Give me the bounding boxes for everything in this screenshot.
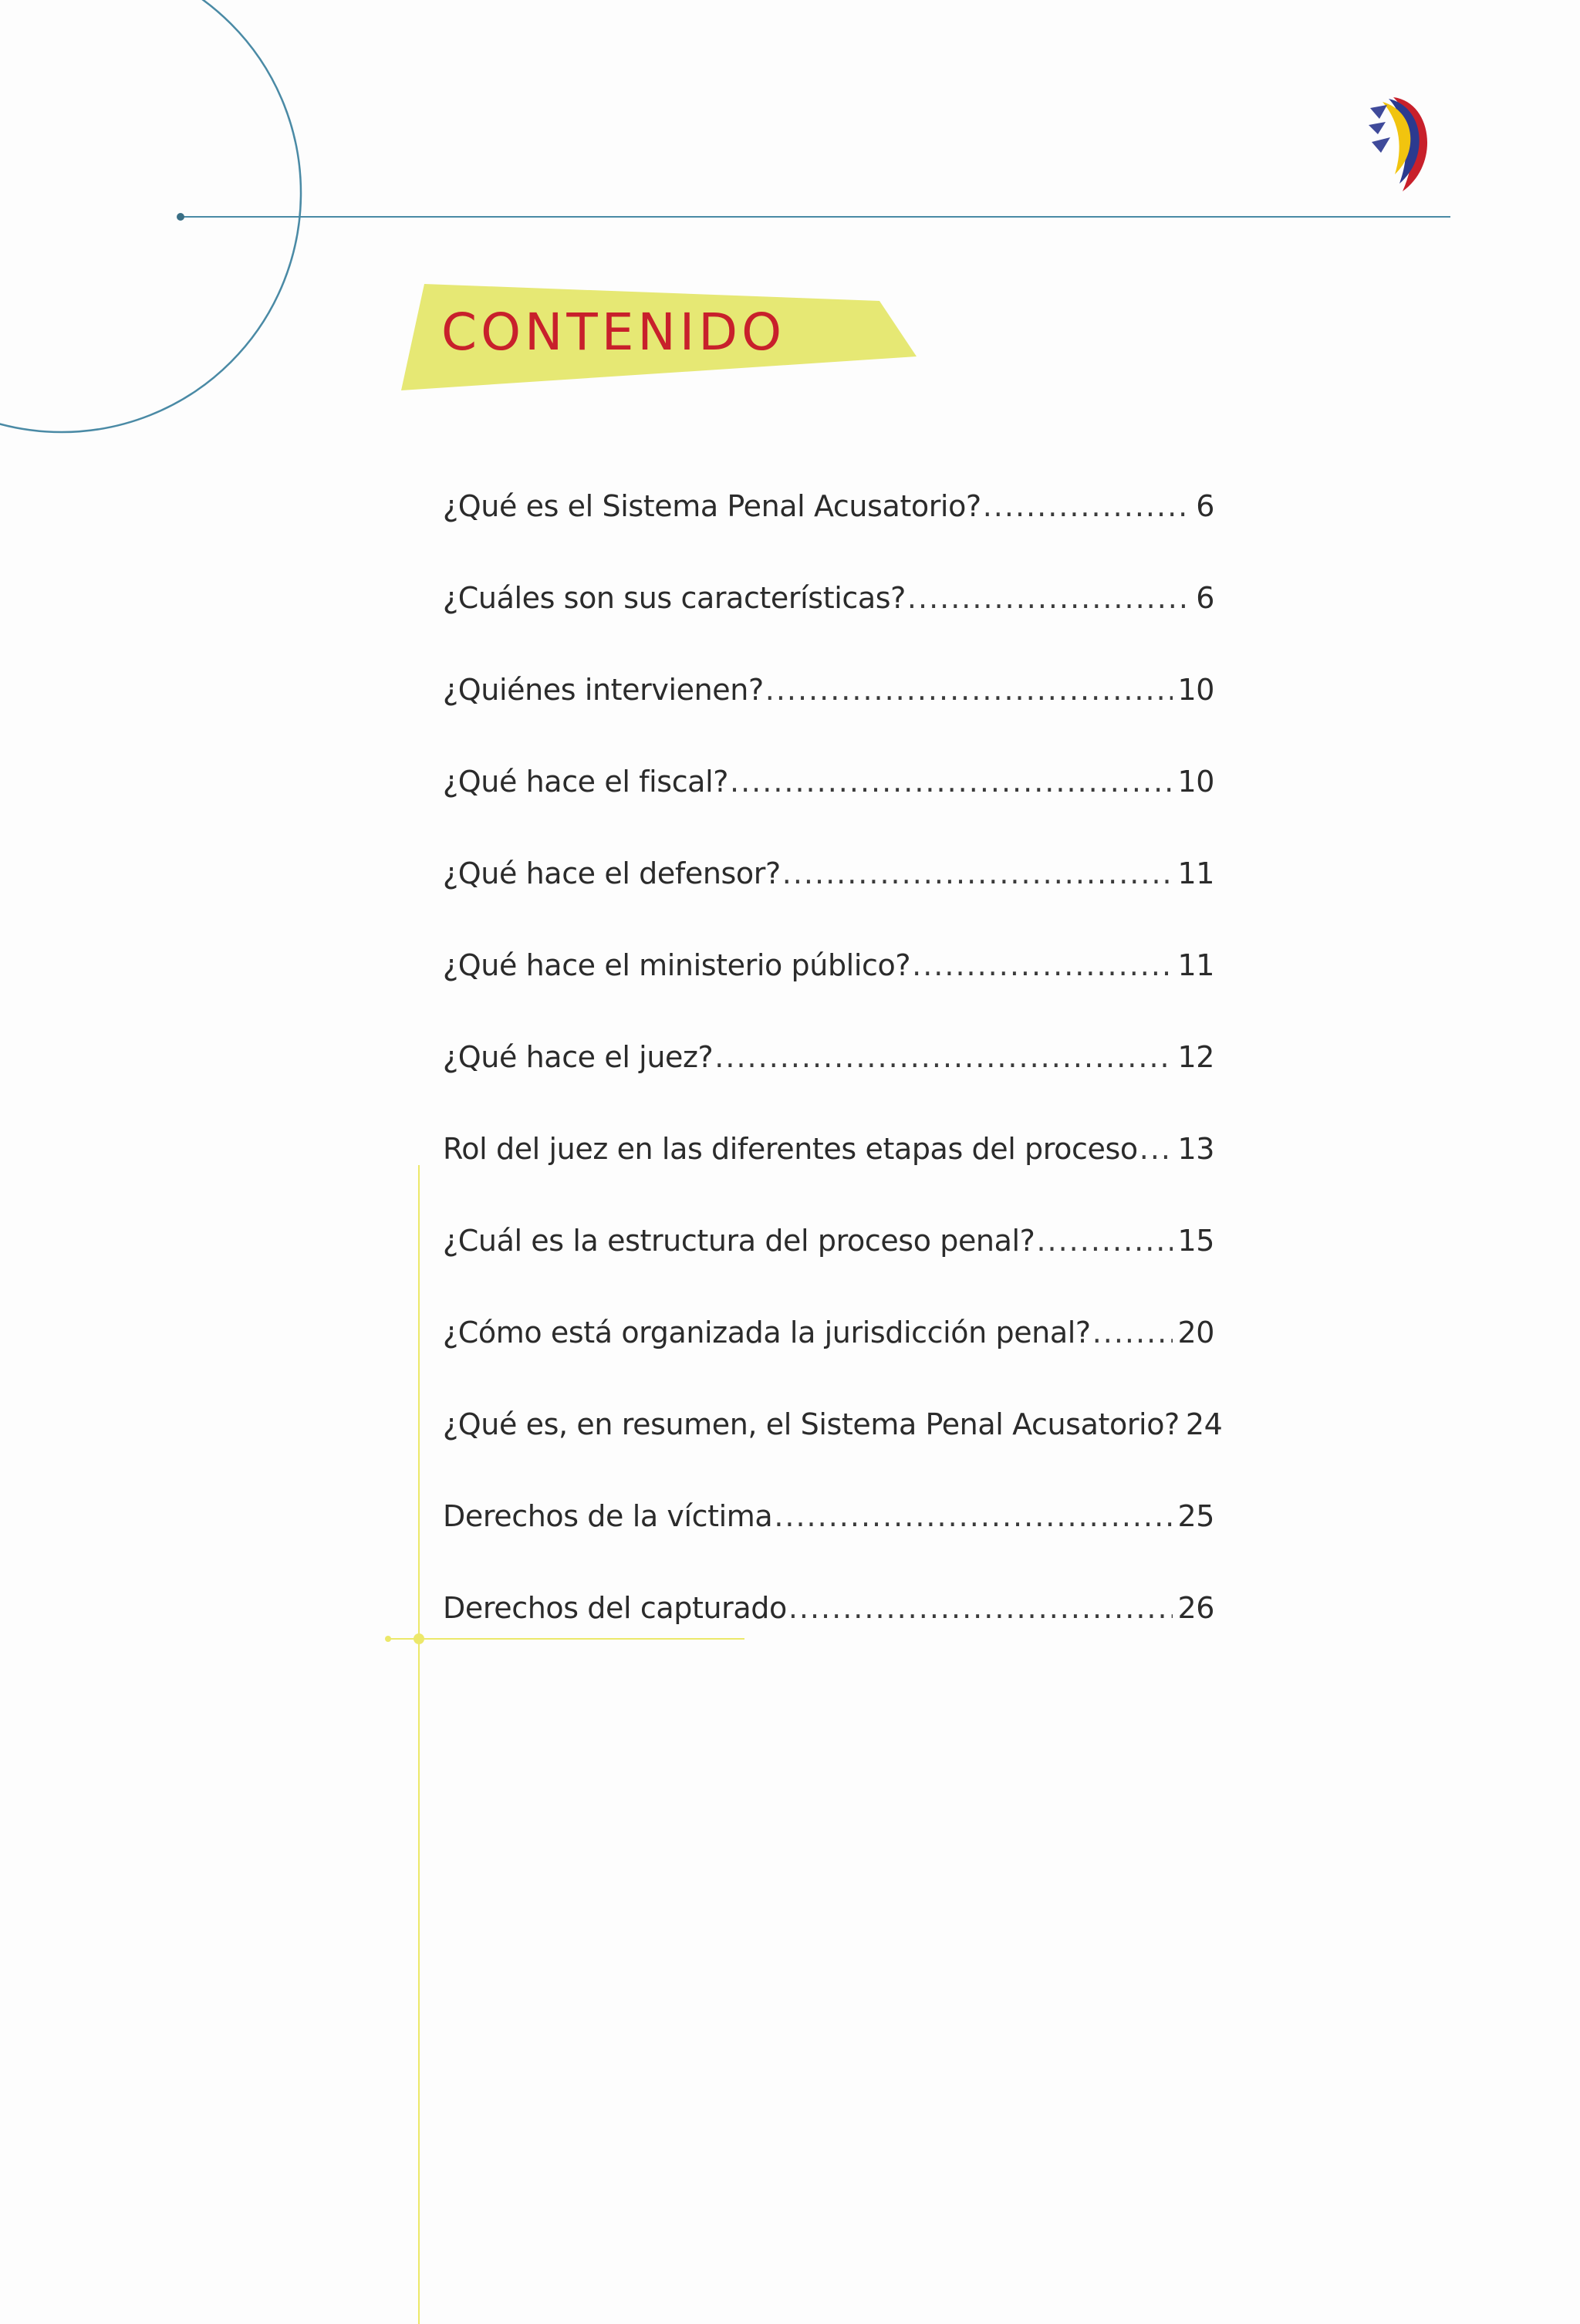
toc-entry-title: ¿Cuáles son sus características? <box>443 581 906 615</box>
contents-heading-block <box>401 278 926 394</box>
toc-dot-leader <box>983 489 1192 523</box>
toc-dot-leader <box>782 856 1173 890</box>
table-of-contents <box>443 489 1223 1683</box>
toc-entry-page: 20 <box>1177 1316 1214 1349</box>
toc-entry[interactable] <box>443 581 1214 673</box>
header-rule-dot <box>177 213 184 221</box>
toc-dot-leader <box>774 1499 1173 1533</box>
toc-entry-title: ¿Qué hace el defensor? <box>443 856 781 890</box>
toc-entry-page: 10 <box>1177 673 1214 707</box>
toc-entry-title: ¿Cuál es la estructura del proceso penal? <box>443 1224 1035 1258</box>
toc-entry-page: 6 <box>1196 581 1214 615</box>
toc-entry[interactable] <box>443 1591 1214 1683</box>
toc-dot-leader <box>1036 1224 1173 1258</box>
logo <box>1364 93 1438 201</box>
toc-dot-leader <box>788 1591 1173 1625</box>
toc-entry[interactable] <box>443 948 1214 1040</box>
toc-entry-title: Derechos de la víctima <box>443 1499 773 1533</box>
toc-entry-page: 6 <box>1196 489 1214 523</box>
toc-entry[interactable] <box>443 489 1214 581</box>
toc-entry-page: 13 <box>1177 1132 1214 1166</box>
toc-entry-page: 25 <box>1177 1499 1214 1533</box>
toc-entry[interactable] <box>443 1407 1223 1499</box>
toc-entry-title: ¿Qué hace el juez? <box>443 1040 714 1074</box>
toc-dot-leader <box>1092 1316 1173 1349</box>
guide-dot-large <box>414 1633 424 1644</box>
toc-dot-leader <box>730 765 1173 799</box>
toc-entry[interactable] <box>443 1224 1214 1316</box>
toc-entry-title: Rol del juez en las diferentes etapas del proceso <box>443 1132 1138 1166</box>
toc-entry[interactable] <box>443 1132 1214 1224</box>
toc-entry-title: ¿Quiénes intervienen? <box>443 673 764 707</box>
toc-entry-page: 24 <box>1185 1407 1223 1441</box>
toc-entry[interactable] <box>443 1040 1214 1132</box>
toc-entry[interactable] <box>443 1316 1214 1407</box>
toc-entry-page: 15 <box>1177 1224 1214 1258</box>
toc-entry-title: ¿Qué hace el fiscal? <box>443 765 728 799</box>
toc-dot-leader <box>1139 1132 1173 1166</box>
toc-entry-title: ¿Qué hace el ministerio público? <box>443 948 911 982</box>
toc-entry-page: 11 <box>1177 856 1214 890</box>
toc-entry-page: 12 <box>1177 1040 1214 1074</box>
toc-entry-title: ¿Qué es, en resumen, el Sistema Penal Acusatorio? <box>443 1407 1180 1441</box>
toc-dot-leader <box>765 673 1173 707</box>
toc-entry[interactable] <box>443 856 1214 948</box>
toc-dot-leader <box>907 581 1191 615</box>
toc-entry-title: ¿Qué es el Sistema Penal Acusatorio? <box>443 489 981 523</box>
toc-entry[interactable] <box>443 765 1214 856</box>
guide-dot-small <box>385 1636 391 1642</box>
toc-entry-title: Derechos del capturado <box>443 1591 787 1625</box>
toc-entry[interactable] <box>443 1499 1214 1591</box>
toc-dot-leader <box>912 948 1173 982</box>
toc-dot-leader <box>714 1040 1173 1074</box>
toc-entry-page: 11 <box>1177 948 1214 982</box>
page-title: CONTENIDO <box>441 302 786 362</box>
toc-entry[interactable] <box>443 673 1214 765</box>
toc-entry-page: 26 <box>1177 1591 1214 1625</box>
colombian-flag-crescent-logo-icon <box>1364 93 1438 201</box>
toc-entry-page: 10 <box>1177 765 1214 799</box>
toc-entry-title: ¿Cómo está organizada la jurisdicción penal? <box>443 1316 1091 1349</box>
